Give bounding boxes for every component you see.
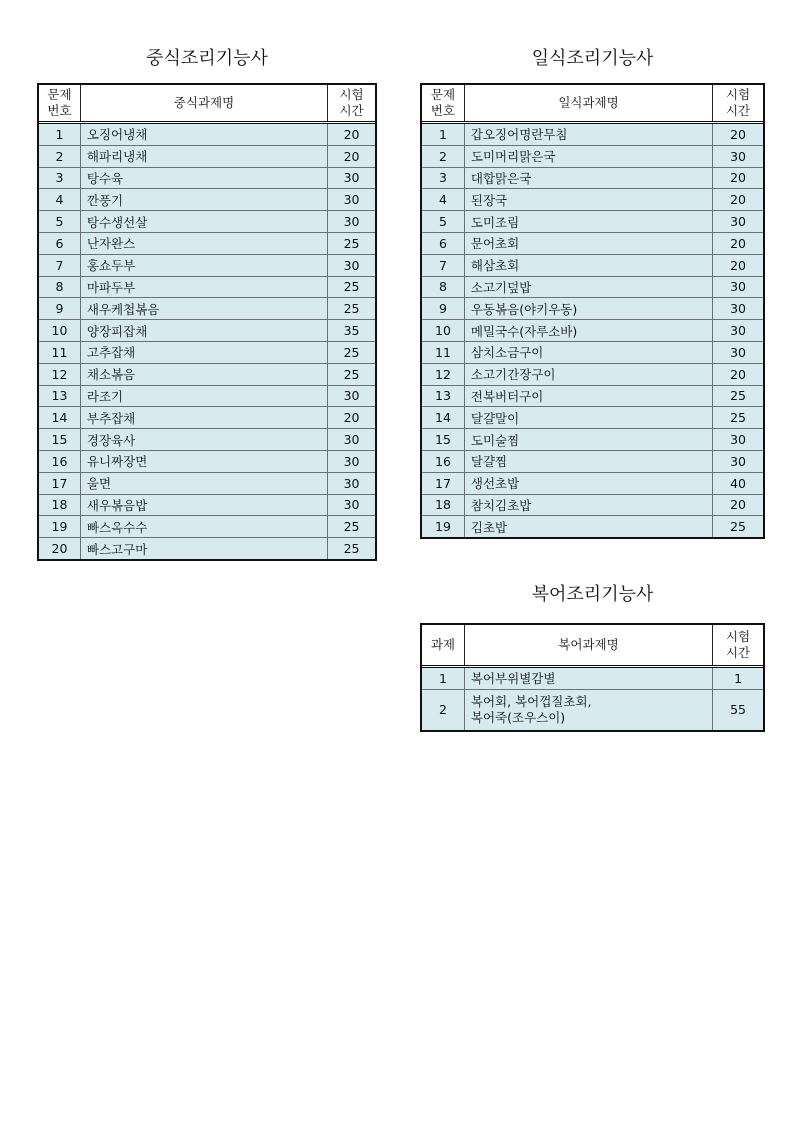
table-row bbox=[422, 385, 764, 407]
row-number: 17 bbox=[39, 472, 81, 494]
row-task-name: 마파두부 bbox=[80, 276, 327, 298]
table-row bbox=[39, 494, 376, 516]
row-exam-time: 20 bbox=[328, 145, 376, 167]
row-exam-time: 30 bbox=[328, 472, 376, 494]
table-row bbox=[39, 450, 376, 472]
table-row bbox=[422, 123, 764, 146]
row-task-name: 오징어냉채 bbox=[80, 123, 327, 146]
row-task-name: 달걀말이 bbox=[464, 407, 712, 429]
row-task-name: 달걀찜 bbox=[464, 450, 712, 472]
row-number: 16 bbox=[422, 450, 465, 472]
row-exam-time: 30 bbox=[713, 429, 764, 451]
pufferfish-title: 복어조리기능사 bbox=[531, 584, 654, 605]
row-task-name: 문어초회 bbox=[464, 232, 712, 254]
table-row bbox=[39, 254, 376, 276]
row-exam-time: 20 bbox=[713, 167, 764, 189]
table-row bbox=[39, 407, 376, 429]
row-exam-time: 30 bbox=[713, 211, 764, 233]
row-number: 14 bbox=[39, 407, 81, 429]
row-number: 7 bbox=[39, 254, 81, 276]
row-task-name: 부추잡채 bbox=[80, 407, 327, 429]
row-number: 18 bbox=[39, 494, 81, 516]
row-exam-time: 30 bbox=[328, 385, 376, 407]
table-row bbox=[422, 667, 764, 690]
table-row bbox=[422, 407, 764, 429]
table-row bbox=[422, 189, 764, 211]
row-task-name: 복어부위별감별 bbox=[464, 667, 712, 690]
header-no-text: 문제 번호 bbox=[47, 87, 72, 118]
row-number: 6 bbox=[39, 232, 81, 254]
row-task-name: 소고기덮밥 bbox=[464, 276, 712, 298]
row-task-name: 경장육사 bbox=[80, 429, 327, 451]
row-task-name: 난자완스 bbox=[80, 232, 327, 254]
row-exam-time: 25 bbox=[328, 363, 376, 385]
table-row bbox=[39, 298, 376, 320]
table-row bbox=[422, 341, 764, 363]
row-exam-time: 25 bbox=[328, 276, 376, 298]
row-number: 6 bbox=[422, 232, 465, 254]
row-exam-time: 30 bbox=[328, 429, 376, 451]
row-number: 3 bbox=[422, 167, 465, 189]
row-exam-time: 30 bbox=[328, 450, 376, 472]
row-task-name: 새우볶음밥 bbox=[80, 494, 327, 516]
row-number: 20 bbox=[39, 538, 81, 560]
header-time bbox=[713, 85, 764, 123]
japanese-table bbox=[421, 84, 764, 538]
table-row bbox=[39, 232, 376, 254]
row-number: 9 bbox=[422, 298, 465, 320]
row-exam-time: 30 bbox=[328, 211, 376, 233]
row-exam-time: 20 bbox=[328, 123, 376, 146]
row-exam-time: 30 bbox=[328, 254, 376, 276]
row-exam-time: 20 bbox=[328, 407, 376, 429]
row-number: 5 bbox=[422, 211, 465, 233]
header-no bbox=[39, 85, 81, 123]
row-exam-time: 20 bbox=[713, 232, 764, 254]
row-exam-time: 30 bbox=[328, 189, 376, 211]
table-row bbox=[422, 145, 764, 167]
row-task-name: 도미조림 bbox=[464, 211, 712, 233]
row-exam-time: 40 bbox=[713, 472, 764, 494]
row-exam-time: 25 bbox=[713, 407, 764, 429]
table-row bbox=[39, 429, 376, 451]
row-task-name: 대합맑은국 bbox=[464, 167, 712, 189]
header-time-text: 시험 시간 bbox=[339, 87, 364, 118]
row-task-name: 고추잡채 bbox=[80, 341, 327, 363]
table-row bbox=[39, 320, 376, 342]
row-task-name: 유니짜장면 bbox=[80, 450, 327, 472]
row-exam-time: 25 bbox=[328, 298, 376, 320]
table-row bbox=[422, 363, 764, 385]
row-number: 10 bbox=[422, 320, 465, 342]
row-number: 8 bbox=[422, 276, 465, 298]
row-task-name: 해파리냉채 bbox=[80, 145, 327, 167]
header-name-text: 일식과제명 bbox=[558, 95, 619, 110]
row-exam-time: 30 bbox=[713, 320, 764, 342]
row-exam-time: 25 bbox=[328, 341, 376, 363]
table-row bbox=[39, 189, 376, 211]
table-row bbox=[39, 123, 376, 146]
row-task-name: 우동볶음(야키우동) bbox=[464, 298, 712, 320]
row-number: 11 bbox=[422, 341, 465, 363]
row-number: 15 bbox=[39, 429, 81, 451]
row-exam-time: 30 bbox=[713, 145, 764, 167]
row-number: 15 bbox=[422, 429, 465, 451]
row-exam-time: 30 bbox=[713, 276, 764, 298]
row-number: 19 bbox=[422, 516, 465, 538]
row-exam-time: 55 bbox=[713, 689, 764, 730]
table-row bbox=[422, 689, 764, 730]
row-task-name: 전복버터구이 bbox=[464, 385, 712, 407]
row-number: 12 bbox=[422, 363, 465, 385]
row-exam-time: 30 bbox=[328, 494, 376, 516]
row-exam-time: 20 bbox=[713, 123, 764, 146]
table-row bbox=[39, 385, 376, 407]
row-number: 2 bbox=[422, 145, 465, 167]
row-task-name: 탕수생선살 bbox=[80, 211, 327, 233]
row-number: 9 bbox=[39, 298, 81, 320]
header-no bbox=[422, 625, 465, 667]
row-task-name: 갑오징어명란무침 bbox=[464, 123, 712, 146]
row-number: 13 bbox=[39, 385, 81, 407]
header-no-text: 과제 bbox=[430, 637, 456, 652]
row-exam-time: 20 bbox=[713, 189, 764, 211]
row-exam-time: 25 bbox=[713, 385, 764, 407]
row-exam-time: 25 bbox=[328, 516, 376, 538]
row-task-name: 도미머리맑은국 bbox=[464, 145, 712, 167]
header-no-text: 문제 번호 bbox=[430, 87, 456, 118]
row-exam-time: 35 bbox=[328, 320, 376, 342]
table-row bbox=[422, 450, 764, 472]
row-number: 2 bbox=[422, 689, 465, 730]
row-number: 1 bbox=[422, 667, 465, 690]
table-row bbox=[422, 276, 764, 298]
row-number: 10 bbox=[39, 320, 81, 342]
row-task-name: 된장국 bbox=[464, 189, 712, 211]
table-row bbox=[422, 320, 764, 342]
row-number: 2 bbox=[39, 145, 81, 167]
row-task-name: 깐풍기 bbox=[80, 189, 327, 211]
row-task-name: 참치김초밥 bbox=[464, 494, 712, 516]
row-number: 1 bbox=[422, 123, 465, 146]
table-row bbox=[422, 472, 764, 494]
table-row bbox=[422, 516, 764, 538]
row-number: 1 bbox=[39, 123, 81, 146]
row-number: 17 bbox=[422, 472, 465, 494]
header-name bbox=[80, 85, 327, 123]
row-task-name: 양장피잡채 bbox=[80, 320, 327, 342]
header-time bbox=[713, 625, 764, 667]
row-exam-time: 1 bbox=[713, 667, 764, 690]
row-task-name: 생선초밥 bbox=[464, 472, 712, 494]
table-row bbox=[39, 276, 376, 298]
row-exam-time: 20 bbox=[713, 363, 764, 385]
row-number: 19 bbox=[39, 516, 81, 538]
table-row bbox=[39, 516, 376, 538]
row-task-name: 탕수육 bbox=[80, 167, 327, 189]
header-name-text: 중식과제명 bbox=[173, 95, 235, 110]
row-task-name: 삼치소금구이 bbox=[464, 341, 712, 363]
row-number: 7 bbox=[422, 254, 465, 276]
row-number: 8 bbox=[39, 276, 81, 298]
row-task-name: 김초밥 bbox=[464, 516, 712, 538]
row-task-name: 복어회, 복어껍질초회, 복어죽(조우스이) bbox=[464, 689, 712, 730]
header-name-text: 복어과제명 bbox=[558, 637, 619, 652]
table-row bbox=[39, 472, 376, 494]
table-row bbox=[422, 254, 764, 276]
row-task-name: 새우케첩볶음 bbox=[80, 298, 327, 320]
row-number: 4 bbox=[39, 189, 81, 211]
table-row bbox=[39, 341, 376, 363]
row-number: 18 bbox=[422, 494, 465, 516]
row-number: 3 bbox=[39, 167, 81, 189]
header-time-text: 시험 시간 bbox=[725, 629, 751, 660]
table-row bbox=[39, 145, 376, 167]
row-task-name: 채소볶음 bbox=[80, 363, 327, 385]
row-number: 13 bbox=[422, 385, 465, 407]
table-row bbox=[422, 298, 764, 320]
row-exam-time: 30 bbox=[713, 341, 764, 363]
table-row bbox=[422, 167, 764, 189]
row-task-name: 소고기간장구이 bbox=[464, 363, 712, 385]
header-name bbox=[464, 85, 712, 123]
table-row bbox=[39, 211, 376, 233]
row-task-name: 메밀국수(자루소바) bbox=[464, 320, 712, 342]
header-no bbox=[422, 85, 465, 123]
table-row bbox=[422, 232, 764, 254]
chinese-table bbox=[38, 84, 376, 560]
row-exam-time: 30 bbox=[713, 450, 764, 472]
chinese-title: 중식조리기능사 bbox=[146, 48, 268, 69]
row-task-name: 빠스옥수수 bbox=[80, 516, 327, 538]
row-task-name: 도미술찜 bbox=[464, 429, 712, 451]
row-task-name: 라조기 bbox=[80, 385, 327, 407]
row-exam-time: 25 bbox=[328, 232, 376, 254]
row-task-name: 빠스고구마 bbox=[80, 538, 327, 560]
row-number: 12 bbox=[39, 363, 81, 385]
row-number: 11 bbox=[39, 341, 81, 363]
row-task-name: 홍쇼두부 bbox=[80, 254, 327, 276]
table-row bbox=[39, 363, 376, 385]
row-exam-time: 30 bbox=[713, 298, 764, 320]
row-exam-time: 20 bbox=[713, 494, 764, 516]
header-time-text: 시험 시간 bbox=[725, 87, 751, 118]
row-task-name: 해삼초회 bbox=[464, 254, 712, 276]
header-name bbox=[464, 625, 712, 667]
table-row bbox=[422, 429, 764, 451]
table-row bbox=[422, 494, 764, 516]
row-exam-time: 30 bbox=[328, 167, 376, 189]
row-number: 16 bbox=[39, 450, 81, 472]
row-number: 4 bbox=[422, 189, 465, 211]
pufferfish-table bbox=[421, 624, 764, 731]
row-exam-time: 25 bbox=[713, 516, 764, 538]
row-number: 14 bbox=[422, 407, 465, 429]
row-task-name: 울면 bbox=[80, 472, 327, 494]
row-exam-time: 25 bbox=[328, 538, 376, 560]
row-number: 5 bbox=[39, 211, 81, 233]
japanese-title: 일식조리기능사 bbox=[531, 48, 654, 69]
table-row bbox=[39, 167, 376, 189]
header-time bbox=[328, 85, 376, 123]
table-row bbox=[422, 211, 764, 233]
row-exam-time: 20 bbox=[713, 254, 764, 276]
table-row bbox=[39, 538, 376, 560]
